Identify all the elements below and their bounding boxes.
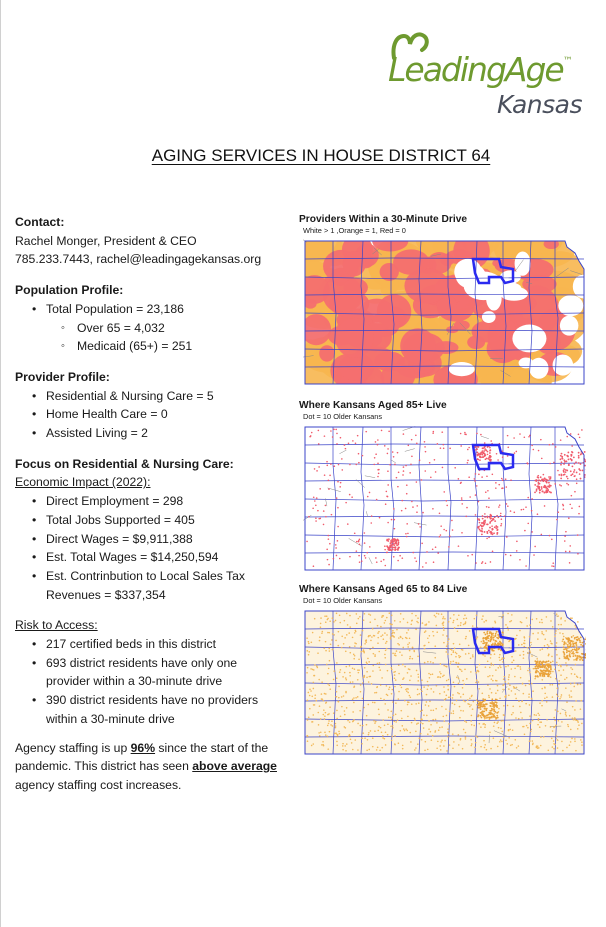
staffing-percent: 96% [130, 740, 156, 755]
map-title: Where Kansans Aged 65 to 84 Live [299, 584, 468, 595]
population-list [15, 300, 300, 356]
risk-list [15, 635, 300, 729]
contact-phone-email: 785.233.7443, rachel@leadingagekansas.org [15, 252, 262, 267]
coverage-layer [303, 239, 586, 386]
list-item: • Est. Contrinbution to Local Sales Tax Revenues = $337,354 [15, 567, 300, 604]
leadingage-kansas-logo [388, 28, 594, 124]
map-legend-text: Dot = 10 Older Kansans [303, 412, 383, 421]
logo-state-text: Kansas [496, 90, 582, 119]
population-heading: Population Profile: [15, 283, 124, 298]
contact-heading: Contact: [15, 215, 65, 229]
provider-list [15, 387, 300, 443]
map-legend-text: White > 1 ,Orange = 1, Red = 0 [303, 226, 406, 235]
economic-impact-subheading: Economic Impact (2022): [15, 475, 151, 490]
economic-impact-list [15, 492, 300, 604]
list-item: • 693 district residents have only one provider within a 30-minute drive [15, 654, 300, 691]
staffing-paragraph: Agency staffing is up 96% since the start of the pandemic. This district has seen above average agency staffing cost increases. [15, 740, 277, 792]
logo-brand-text: LeadingAge™ [388, 50, 573, 89]
list-item: • Direct Wages = $9,911,388 [15, 530, 300, 549]
list-item: • Assisted Living = 2 [15, 424, 300, 443]
map-aged-85-plus [299, 400, 589, 572]
population-total: • Total Population = 23,186 [15, 300, 300, 319]
map-aged-65-84 [299, 584, 589, 756]
page-edge [0, 0, 1, 927]
focus-heading: Focus on Residential & Nursing Care: [15, 456, 234, 471]
list-item: • Total Jobs Supported = 405 [15, 511, 300, 530]
page-title: AGING SERVICES IN HOUSE DISTRICT 64 [151, 146, 491, 165]
population-over65: ◦ Over 65 = 4,032 [15, 319, 300, 338]
list-item: • Residential & Nursing Care = 5 [15, 387, 300, 406]
staffing-emphasis: above average [192, 759, 277, 774]
map-title: Where Kansans Aged 85+ Live [299, 400, 447, 411]
contact-name: Rachel Monger, President & CEO [15, 233, 197, 248]
list-item: • 390 district residents have no providers within a 30-minute drive [15, 691, 300, 728]
district-profile [15, 213, 300, 795]
kansas-map-85-plus [303, 425, 586, 572]
provider-heading: Provider Profile: [15, 369, 110, 384]
map-legend-text: Dot = 10 Older Kansans [303, 596, 383, 605]
population-medicaid: ◦ Medicaid (65+) = 251 [15, 337, 300, 356]
risk-heading: Risk to Access: [15, 618, 98, 633]
map-title: Providers Within a 30-Minute Drive [299, 214, 468, 225]
kansas-map-providers [303, 239, 586, 386]
list-item: • Direct Employment = 298 [15, 492, 300, 511]
map-providers-30min [299, 214, 589, 386]
list-item: • Est. Total Wages = $14,250,594 [15, 548, 300, 567]
list-item: • Home Health Care = 0 [15, 405, 300, 424]
list-item: • 217 certified beds in this district [15, 635, 300, 654]
kansas-map-65-84 [303, 609, 586, 756]
